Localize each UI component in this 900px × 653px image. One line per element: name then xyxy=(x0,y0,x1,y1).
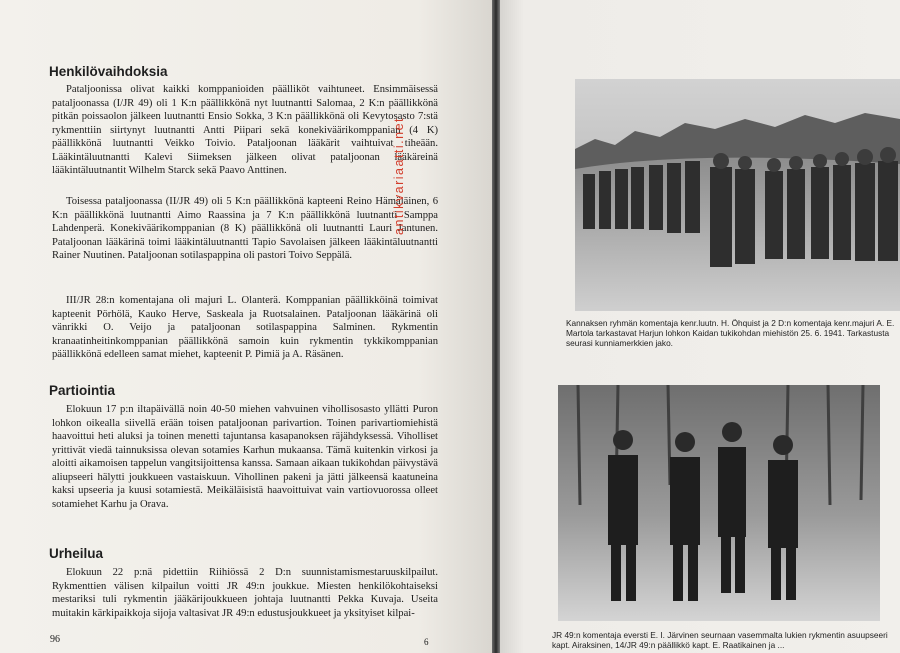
photo2-caption: JR 49:n komentaja eversti E. I. Järvinen seurnaan vasemmalta lukien rykmentin asuupseeri kapt. Airaksinen, 14/JR 49:n päällikkö kapt. E. Raatikainen ja ... xyxy=(552,630,888,650)
paragraph-henkilovaihdoksia-2: Toisessa pataljoonassa (II/JR 49) oli 5 K:n päällikkönä kapteeni Reino Hämäläinen, 6 K:n päällikkönä luutnantti Aimo Raassina ja 7 K:n päällikkönä luutnantti Samppa Lahdenperä. Konekiväärikomppanian (8 K) päällikkönä oli luutnantti Lauri Jantunen. Pataljoonan lääkärinä toimi lääkintäluutnantti Tapio Savolaisen jälkeen lääkintäluutnantti Rainer Nuutinen. Pataljoonan sotilaspappina oli pastori Toivo Seppälä. xyxy=(52,196,438,262)
paragraph-henkilovaihdoksia-1: Pataljoonissa olivat kaikki komppanioiden päälliköt vaihtuneet. Ensimmäisessä pataljoonassa (I/JR 49) oli 1 K:n päällikkönä nyt luutnantti Salomaa, 2 K:n päällikkönä pitkän poissaolon jälkeen luutnantti Ensio Sokka, 3 K:n päällikkönä oli Kevytosasto 7:stä rykmenttiin siirtynyt luutnantti Antti Piipari sekä konekiväärikomppanian (4 K) päällikkönä luutnantti Veikko Toivio. Pataljoonan lääkärit vaihtuivat tiheään. Lääkintäluutnantti Kalevi Siimeksen jälkeen olivat pataljoonan lääkäreinä lääkintäluutnantit Wilhelm Starck sekä Paavo Anttinen. xyxy=(52,84,438,177)
paragraph-henkilovaihdoksia-3: III/JR 28:n komentajana oli majuri L. Olanterä. Komppanian päällikköinä toimivat kapteenit Pörhölä, Kauko Herve, Saskeala ja Ruotsalainen. Pataljoonan lääkärinä oli vänrikki O. Veijo ja pataljoonan sotilaspappina Salminen. Rykmentin kranaatinheitinkomppanian päällikkönä samoin kuin rykmentin tykkikomppanian päällikkönä edelleen samat miehet, kapteenit P. Pimiä ja A. Räsänen. xyxy=(52,295,438,361)
page-number-secondary: 6 xyxy=(424,637,429,647)
photo-officers-group xyxy=(558,385,880,621)
paragraph-urheilua: Elokuun 22 p:nä pidettiin Riihiössä 2 D:n suunnistamismestaruuskilpailut. Rykmenttien välisen kilpailun voitti JR 49:n joukkue. Miesten henkilökohtaiseksi mestariksi tuli rykmentin jääkärijoukkueen johtaja luutnantti Pekka Kuvaja. Useita muitakin kärkipaikkoja sijoja valtasivat JR 49:n edustusjoukkueet ja yksityiset kilpai- xyxy=(52,567,438,619)
paragraph-partiointia: Elokuun 17 p:n iltapäivällä noin 40-50 miehen vahvuinen vihollisosasto yllätti Puron lohkon oikealla siivellä erään toisen pataljoonan parivartion. Toinen parivartiomiehistä haavoittui heti aluksi ja toinen menetti tajuntansa kasapanoksen räjähdyksessä. Viholliset yrittivät viedä tainnuksissa olevan sotamies Karhun mukaansa. Tämä kuitenkin virkosi ja aloitti aikamoisen tappelun vangitsijoittensa kanssa. Samaan aikaan tukikohdan päivystävä aliupseeri hälytti joukkueen vastaiskuun. Vihollinen pakeni ja jätti jälkeensä kaatuneina kaksi upseeria ja kuusi sotamiestä. Meikäläisistä haavoittuivat vain vartiovuorossa olleet sotamiehet Karhu ja Orava. xyxy=(52,404,438,510)
section-heading-henkilovaihdoksia: Henkilövaihdoksia xyxy=(49,64,168,79)
right-page xyxy=(500,0,900,653)
page-number: 96 xyxy=(50,634,60,645)
section-heading-urheilua: Urheilua xyxy=(49,546,104,561)
section-heading-partiointia: Partiointia xyxy=(49,383,116,398)
book-gutter xyxy=(492,0,500,653)
photo-inspection-troops xyxy=(575,79,900,311)
watermark-text: antikvariaatti.net xyxy=(392,116,406,235)
photo1-caption: Kannaksen ryhmän komentaja kenr.luutn. H. Öhquist ja 2 D:n komentaja kenr.majuri A. E. Martola tarkastavat Harjun lohkon Kaidan tukikohdan miehistön 25. 6. 1941. Tarkastusta seurasi kunniamerkkien jako. xyxy=(566,318,895,348)
